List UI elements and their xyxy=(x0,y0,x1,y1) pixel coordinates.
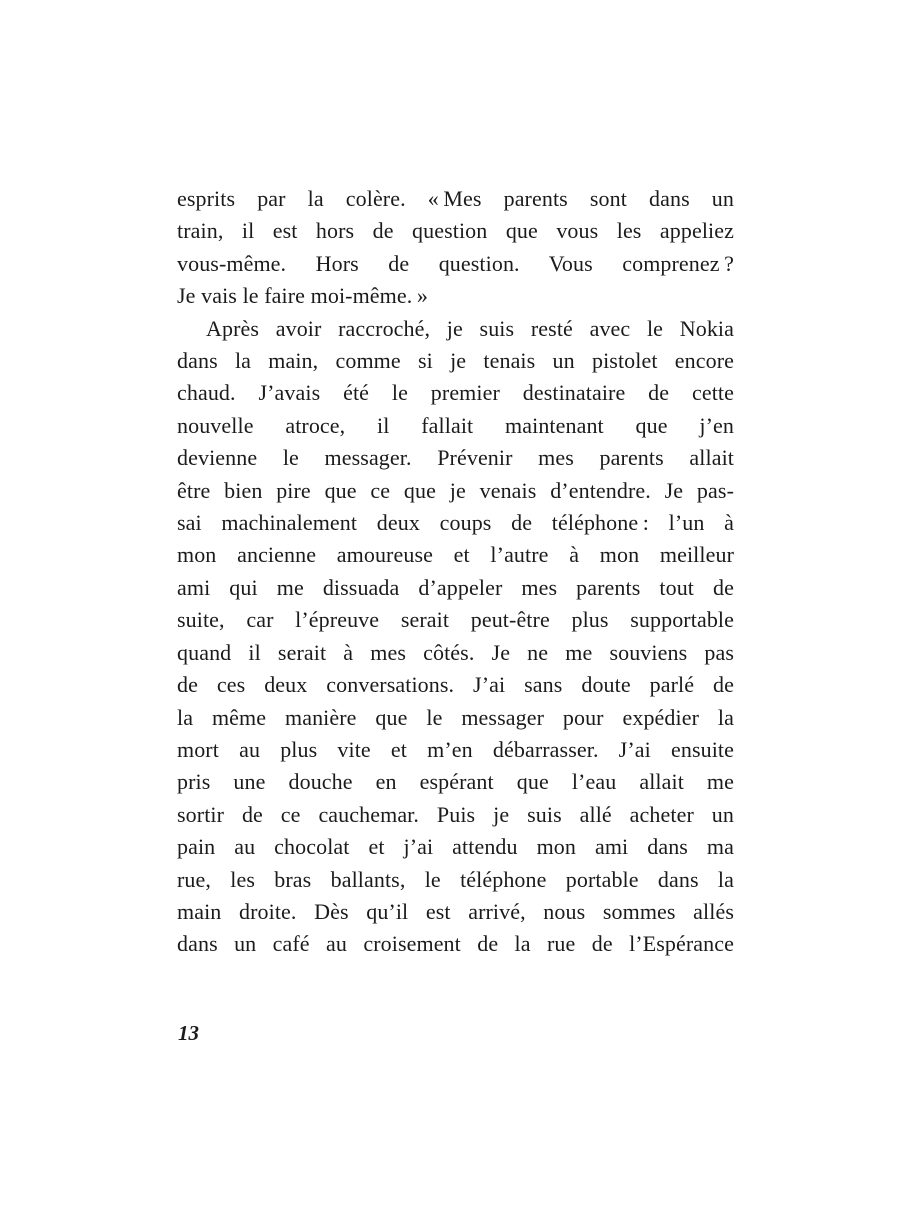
text-line: suite, car l’épreuve serait peut-être plus supportable xyxy=(177,607,734,633)
text-line: esprits par la colère. « Mes parents sont dans un xyxy=(177,186,734,211)
text-line: nouvelle atroce, il fallait maintenant que j’en xyxy=(177,412,734,438)
text-line: mon ancienne amoureuse et l’autre à mon meilleur xyxy=(177,542,734,568)
text-line: ami qui me dissuada d’appeler mes parents tout de xyxy=(177,574,734,600)
text-line: train, il est hors de question que vous les appeliez xyxy=(177,218,734,244)
text-line: pain au chocolat et j’ai attendu mon ami dans ma xyxy=(177,834,734,860)
text-line: la même manière que le messager pour expédier la xyxy=(177,704,734,730)
text-line: chaud. J’avais été le premier destinataire de cette xyxy=(177,380,734,406)
text-line: sortir de ce cauchemar. Puis je suis allé acheter un xyxy=(177,801,734,827)
text-line: devienne le messager. Prévenir mes parents allait xyxy=(177,445,734,471)
text-line: quand il serait à mes côtés. Je ne me souviens pas xyxy=(177,639,734,665)
text-line: vous-même. Hors de question. Vous comprenez ? xyxy=(177,250,734,276)
text-line: dans la main, comme si je tenais un pistolet encore xyxy=(177,348,734,374)
text-line: rue, les bras ballants, le téléphone portable dans la xyxy=(177,866,734,892)
page-text xyxy=(177,183,734,961)
text-line: dans un café au croisement de la rue de l’Espérance xyxy=(177,931,734,957)
text-line: de ces deux conversations. J’ai sans doute parlé de xyxy=(177,672,734,698)
text-line: être bien pire que ce que je venais d’entendre. Je pas- xyxy=(177,477,734,503)
text-line: main droite. Dès qu’il est arrivé, nous sommes allés xyxy=(177,898,734,924)
text-line: sai machinalement deux coups de téléphone : l’un à xyxy=(177,510,734,536)
text-line: mort au plus vite et m’en débarrasser. J’ai ensuite xyxy=(177,736,734,762)
text-line: Je vais le faire moi-même. » xyxy=(177,283,428,309)
text-line: pris une douche en espérant que l’eau allait me xyxy=(177,769,734,795)
page-number: 13 xyxy=(178,1021,199,1045)
text-line: Après avoir raccroché, je suis resté avec le Nokia xyxy=(206,315,734,341)
